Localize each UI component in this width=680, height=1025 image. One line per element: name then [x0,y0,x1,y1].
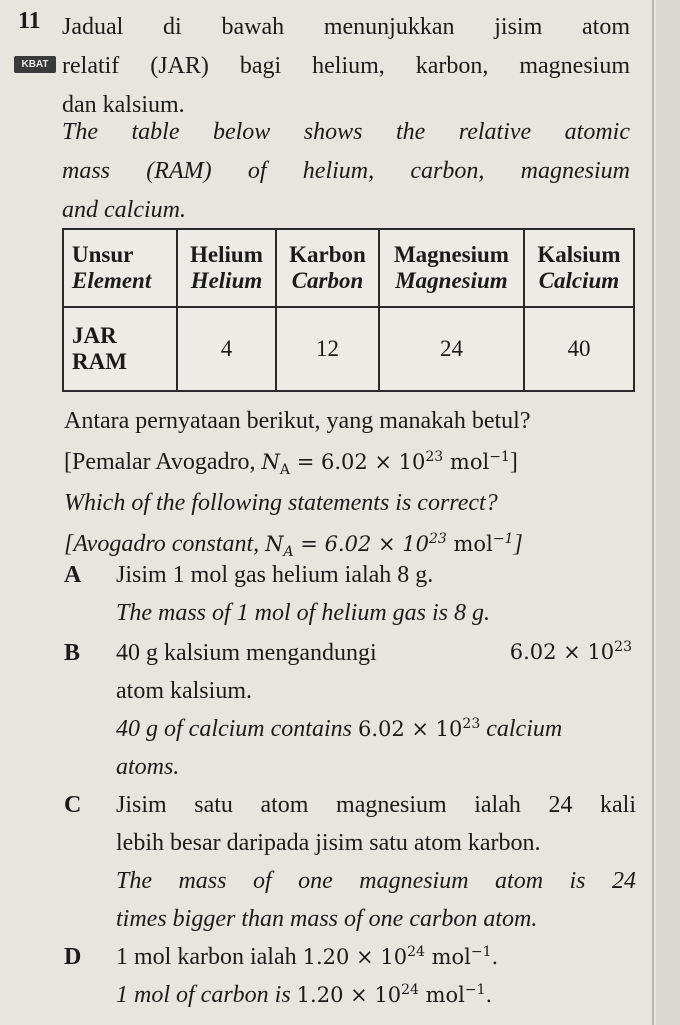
option-b-malay-2[interactable]: atom kalsium. [116,678,252,704]
na-unit: mol [449,450,490,474]
bracket-close: ] [513,531,523,557]
header-malay: Kalsium [537,242,621,267]
period: . [491,945,499,969]
option-d-malay[interactable] [116,944,636,971]
avogadro-malay [64,443,518,482]
header-malay: Unsur [72,242,134,267]
na-unit-exp: −1 [492,531,514,547]
table-header-cell [63,229,177,307]
option-b-english-2[interactable]: atoms. [116,754,180,780]
option-b-english-post: calcium [486,716,563,742]
intro-english-line: The table below shows the relative atomic [62,119,630,145]
kbat-badge: KBAT [14,56,56,73]
bracket-close: ] [509,449,518,475]
header-malay: Helium [190,242,263,267]
ram-table [62,228,635,392]
intro-malay-line: Jadual di bawah menunjukkan jisim atom [62,14,630,40]
option-b-malay[interactable] [116,640,636,667]
option-b-letter[interactable]: B [64,640,81,666]
option-d-english-value [297,983,493,1007]
na-value: = 6.02 × 10 [300,532,429,556]
option-c-english-2[interactable]: times bigger than mass of one carbon atom. [116,906,538,932]
intro-malay-line: relatif (JAR) bagi helium, karbon, magnesium [62,53,630,79]
table-cell: 24 [379,307,524,391]
option-d-malay-text: 1 mol karbon ialah [116,944,297,970]
table-cell: 4 [177,307,276,391]
option-b-malay-value [510,640,632,664]
table-header-cell [177,229,276,307]
prompt-english: Which of the following statements is correct? [64,490,498,516]
unit-exp: −1 [464,982,486,998]
header-english: Magnesium [395,268,508,293]
avogadro-formula [265,531,514,561]
avogadro-english [64,525,523,564]
exp: 23 [614,639,632,655]
header-english: Element [72,268,152,293]
header-english: Carbon [291,268,364,293]
header-english: Helium [190,268,263,293]
header-english: Calcium [538,268,620,293]
intro-malay [62,8,630,125]
option-d-letter[interactable]: D [64,944,82,970]
na-unit-exp: −1 [489,449,510,465]
na-sub: A [283,544,294,561]
table-row [63,307,634,391]
na-sub: A [279,462,290,479]
option-c-english[interactable]: The mass of one magnesium atom is 24 [116,868,636,894]
table-header-cell [276,229,379,307]
avogadro-formula [261,449,510,479]
intro-malay-line: dan kalsium. [62,92,185,118]
table-cell: 40 [524,307,634,391]
intro-english [62,113,630,230]
intro-english-line: and calcium. [62,197,186,223]
unit: mol [425,983,465,1007]
na-symbol: N [261,450,280,474]
row-label-english: RAM [72,349,127,374]
margin-line [652,0,654,1025]
na-value: = 6.02 × 10 [296,450,426,474]
table-header-row [63,229,634,307]
exp: 23 [462,716,481,732]
exp: 24 [401,982,419,998]
header-malay: Karbon [289,242,366,267]
value: 1.20 × 10 [302,945,408,969]
option-d-english-text: 1 mol of carbon is [116,982,291,1008]
row-label-cell [63,307,177,391]
option-c-malay[interactable]: Jisim satu atom magnesium ialah 24 kali [116,792,636,818]
option-b-malay-text: 40 g kalsium mengandungi [116,640,377,666]
unit-exp: −1 [470,944,492,960]
value: 1.20 × 10 [296,983,402,1007]
na-exp: 23 [429,531,447,547]
avogadro-label: [Avogadro constant, [64,531,260,557]
option-b-english-text: 40 g of calcium contains [116,716,352,742]
table-cell: 12 [276,307,379,391]
question-number: 11 [18,8,41,34]
row-label-malay: JAR [72,323,117,348]
intro-english-line: mass (RAM) of helium, carbon, magnesium [62,158,630,184]
exp: 24 [407,944,425,960]
na-symbol: N [265,532,284,556]
page-edge [656,0,680,1025]
option-d-english[interactable] [116,982,636,1009]
option-b-english-value [358,717,480,741]
header-malay: Magnesium [393,242,509,267]
table-header-cell [524,229,634,307]
period: . [485,983,493,1007]
value: 6.02 × 10 [357,717,463,741]
na-unit: mol [453,532,493,556]
value: 6.02 × 10 [509,640,615,664]
option-d-malay-value [303,945,499,969]
option-a-english[interactable]: The mass of 1 mol of helium gas is 8 g. [116,600,491,626]
unit: mol [431,945,471,969]
prompt-malay: Antara pernyataan berikut, yang manakah betul? [64,408,531,434]
option-c-letter[interactable]: C [64,792,82,818]
table-header-cell [379,229,524,307]
na-exp: 23 [425,449,444,465]
option-a-letter[interactable]: A [64,562,82,588]
option-a-malay[interactable]: Jisim 1 mol gas helium ialah 8 g. [116,562,434,588]
avogadro-label: [Pemalar Avogadro, [64,449,256,475]
option-b-english[interactable] [116,716,636,743]
option-c-malay-2[interactable]: lebih besar daripada jisim satu atom karbon. [116,830,541,856]
